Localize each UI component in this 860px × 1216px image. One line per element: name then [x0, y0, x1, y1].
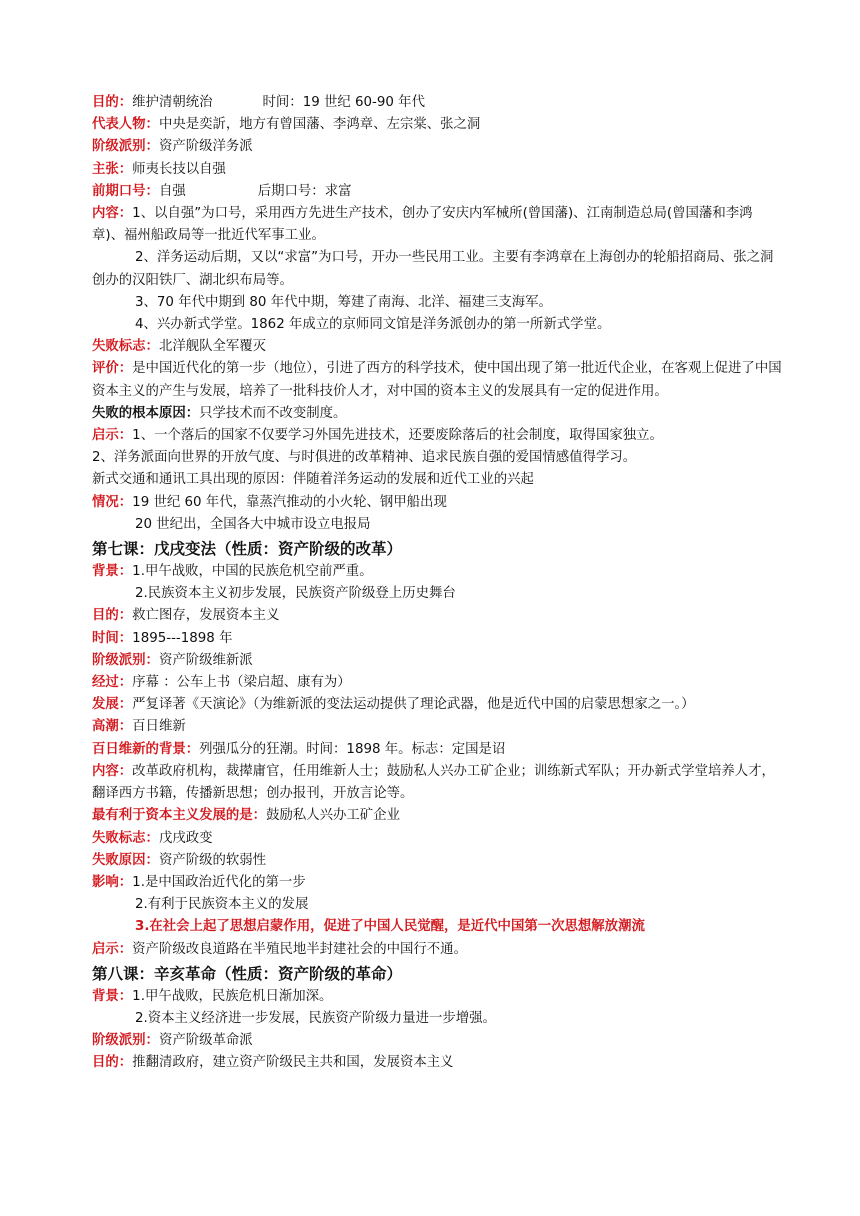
representatives-text: 中央是奕訢，地方有曾国藩、李鸿章、左宗棠、张之洞	[158, 117, 481, 133]
most-beneficial-text: 鼓励私人兴办工矿企业	[266, 808, 400, 824]
influence-text-1: 1.是中国政治近代化的第一步	[132, 874, 306, 890]
revolution-purpose-line	[92, 1052, 782, 1074]
faction-text: 资产阶级洋务派	[158, 139, 253, 155]
revolution-faction-label: 阶级派别：	[92, 1033, 159, 1049]
lesson-text-2: 2、洋务派面向世界的开放气度、与时俱进的改革精神、追求民族自强的爱国情感值得学习。	[92, 450, 637, 466]
content-text-2: 2、洋务运动后期，又以“求富”为口号，开办一些民用工业。主要有李鸿章在上海创办的轮船招商局、张之洞创办的汉阳铁厂、湖北织布局等。	[92, 250, 774, 288]
reform-faction-label: 阶级派别：	[92, 652, 159, 668]
root-cause-text: 只学技术而不改变制度。	[199, 405, 347, 421]
background-line-1	[92, 561, 782, 583]
evaluation-line	[92, 358, 782, 402]
hundred-days-label: 百日维新的背景：	[92, 741, 200, 757]
reform-purpose-line	[92, 605, 782, 627]
revolution-background-label: 背景：	[92, 988, 133, 1004]
reform-failure-mark-line	[92, 828, 782, 850]
climax-line	[92, 716, 782, 738]
revolution-faction-text: 资产阶级革命派	[158, 1033, 253, 1049]
reform-time-line	[92, 628, 782, 650]
revolution-purpose-label: 目的：	[92, 1055, 133, 1071]
content-text-4: 4、兴办新式学堂。1862 年成立的京师同文馆是洋务派创办的第一所新式学堂。	[135, 317, 611, 333]
lesson-label: 启示：	[92, 428, 133, 444]
reform-failure-cause-text: 资产阶级的软弱性	[158, 852, 267, 868]
situation-label: 情况：	[92, 494, 133, 510]
process-text: 序幕 ：公车上书（梁启超、康有为）	[132, 675, 351, 691]
reform-lesson-label: 启示：	[92, 941, 133, 957]
late-slogan-label: 后期口号：	[257, 183, 325, 199]
reform-purpose-label: 目的：	[92, 608, 133, 624]
time-text: 19 世纪 60-90 年代	[302, 95, 425, 110]
reform-time-label: 时间：	[92, 630, 133, 646]
revolution-background-text-1: 1.甲午战败，民族危机日渐加深。	[132, 988, 333, 1004]
faction-label: 阶级派别：	[92, 139, 159, 155]
background-label: 背景：	[92, 564, 133, 580]
revolution-purpose-text: 推翻清政府，建立资产阶级民主共和国，发展资本主义	[132, 1055, 454, 1071]
proposition-line	[92, 159, 782, 181]
content-line-3	[92, 292, 782, 314]
content-label: 内容：	[92, 206, 133, 222]
influence-text-2: 2.有利于民族资本主义的发展	[135, 897, 309, 913]
reform-lesson-text: 资产阶级改良道路在半殖民地半封建社会的中国行不通。	[132, 941, 467, 957]
background-text-1: 1.甲午战败，中国的民族危机空前严重。	[132, 564, 373, 580]
process-label: 经过：	[92, 675, 133, 691]
situation-line-1	[92, 492, 782, 514]
root-cause-label: 失败的根本原因：	[92, 405, 200, 421]
reform-failure-mark-text: 戊戌政变	[158, 830, 213, 846]
slogans-line	[92, 181, 782, 203]
purpose-time-line	[92, 92, 782, 114]
content-line-4	[92, 314, 782, 336]
reform-faction-text: 资产阶级维新派	[158, 652, 253, 668]
content-line-2	[92, 247, 782, 291]
reform-failure-mark-label: 失败标志：	[92, 830, 159, 846]
purpose-label: 目的：	[92, 95, 133, 110]
root-cause-line	[92, 403, 782, 425]
early-slogan-text: 自强	[158, 183, 186, 199]
lesson-text-1: 1、一个落后的国家不仅要学习外国先进技术，还要废除落后的社会制度，取得国家独立。	[132, 428, 663, 444]
evaluation-text: 是中国近代化的第一步（地位），引进了西方的科学技术，使中国出现了第一批近代企业，在客观上促进了中国资本主义的产生与发展，培养了一批科技价人才，对中国的资本主义的发展具有一定的促进作用。	[92, 361, 782, 399]
most-beneficial-label: 最有利于资本主义发展的是：	[92, 808, 267, 824]
process-line	[92, 672, 782, 694]
reform-time-text: 1895---1898 年	[132, 630, 233, 646]
evaluation-label: 评价：	[92, 361, 133, 377]
influence-text-3: 3.在社会上起了思想启蒙作用，促进了中国人民觉醒，是近代中国第一次思想解放潮流	[135, 919, 645, 935]
influence-label: 影响：	[92, 874, 133, 890]
transport-reason-line	[92, 469, 782, 491]
time-label: 时间：	[262, 95, 303, 110]
faction-line	[92, 136, 782, 158]
content-text-1: 1、以自强”为口号，采用西方先进生产技术，创办了安庆内军械所(曾国藩)、江南制造总局(曾国藩和李鸿章)、福州船政局等一批近代军事工业。	[92, 206, 753, 244]
background-line-2	[92, 583, 782, 605]
purpose-text: 维护清朝统治	[132, 95, 213, 110]
reform-failure-cause-line	[92, 850, 782, 872]
development-label: 发展：	[92, 697, 133, 713]
reform-faction-line	[92, 650, 782, 672]
reform-content-text: 改革政府机构，裁撵庸官，任用维新人士；鼓励私人兴办工矿企业；训练新式军队；开办新式学堂培养人才，翻译西方书籍，传播新思想；创办报刊，开放言论等。	[92, 763, 775, 802]
revolution-background-text-2: 2.资本主义经济进一步发展，民族资产阶级力量进一步增强。	[135, 1010, 496, 1026]
climax-text: 百日维新	[132, 719, 186, 735]
proposition-label: 主张：	[92, 161, 133, 177]
most-beneficial-line	[92, 805, 782, 827]
content-line-1	[92, 203, 782, 247]
late-slogan-text: 求富	[324, 183, 352, 199]
document-page	[92, 92, 782, 1075]
influence-line-1	[92, 872, 782, 894]
reform-lesson-line	[92, 939, 782, 961]
failure-mark-label: 失败标志：	[92, 339, 159, 355]
early-slogan-label: 前期口号：	[92, 183, 159, 199]
background-text-2: 2.民族资本主义初步发展，民族资产阶级登上历史舞台	[135, 586, 456, 602]
influence-line-3	[92, 916, 782, 938]
reform-failure-cause-label: 失败原因：	[92, 852, 159, 868]
content-text-3: 3、70 年代中期到 80 年代中期，筹建了南海、北洋、福建三支海军。	[135, 294, 552, 310]
reform-purpose-text: 救亡图存，发展资本主义	[132, 608, 280, 624]
lesson-line-2	[92, 447, 782, 469]
situation-text-1: 19 世纪 60 年代，靠蒸汽推动的小火轮、钢甲船出现	[132, 494, 447, 510]
failure-mark-text: 北洋舰队全军覆灭	[158, 339, 267, 355]
transport-reason-text: 新式交通和通讯工具出现的原因：伴随着洋务运动的发展和近代工业的兴起	[92, 472, 534, 488]
proposition-text: 师夷长技以自强	[132, 161, 226, 177]
revolution-background-line-1	[92, 986, 782, 1008]
representatives-label: 代表人物：	[92, 117, 159, 133]
situation-line-2	[92, 514, 782, 536]
climax-label: 高潮：	[92, 719, 133, 735]
lesson-line-1	[92, 425, 782, 447]
development-text: 严复译著《天演论》（为维新派的变法运动提供了理论武器，他是近代中国的启蒙思想家之一。）	[132, 697, 695, 713]
revolution-background-line-2	[92, 1008, 782, 1030]
lesson-8-heading: 第八课：辛亥革命（性质：资产阶级的革命）	[92, 964, 403, 983]
situation-text-2: 20 世纪出，全国各大中城市设立电报局	[135, 516, 371, 532]
lesson-7-heading: 第七课：戊戌变法（性质：资产阶级的改革）	[92, 540, 403, 559]
revolution-faction-line	[92, 1030, 782, 1052]
reform-content-line	[92, 761, 782, 805]
hundred-days-text: 列强瓜分的狂潮。时间：1898 年。标志：定国是诏	[199, 741, 506, 757]
hundred-days-line	[92, 739, 782, 761]
development-line	[92, 694, 782, 716]
failure-mark-line	[92, 336, 782, 358]
reform-content-label: 内容：	[92, 763, 133, 779]
representatives-line	[92, 114, 782, 136]
influence-line-2	[92, 894, 782, 916]
